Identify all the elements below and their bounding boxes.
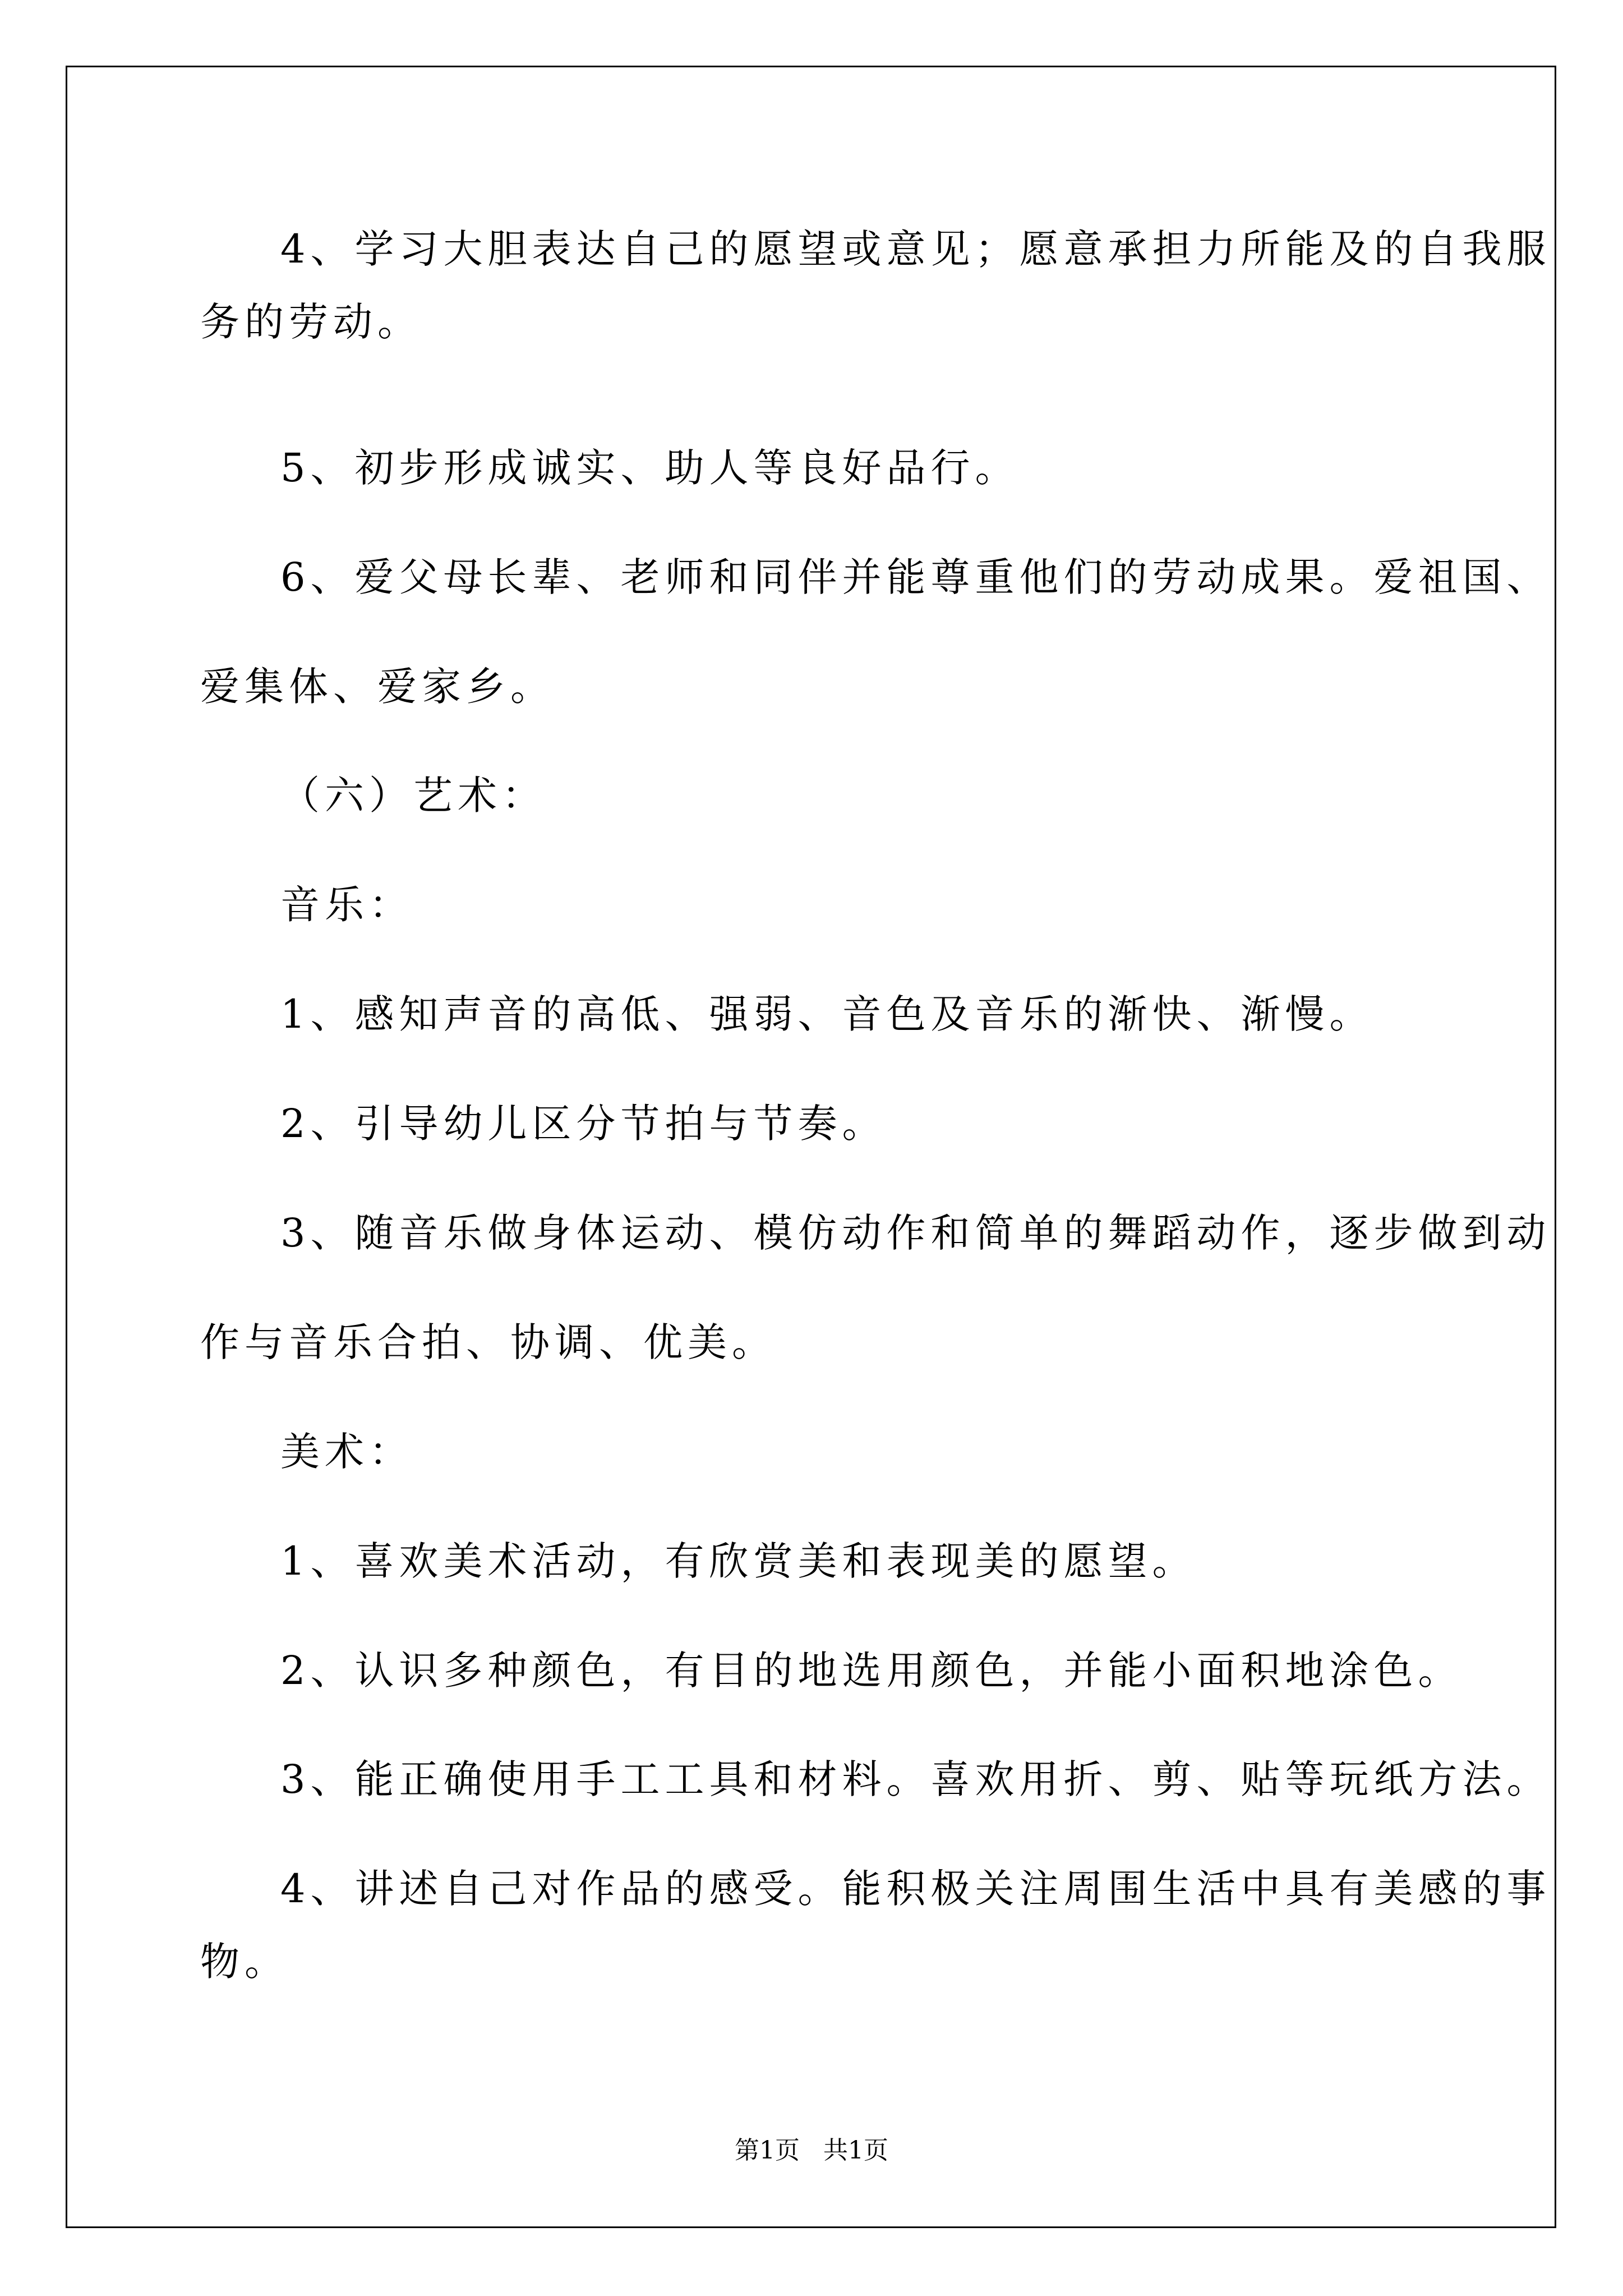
paragraph-music-1: 1、感知声音的高低、强弱、音色及音乐的渐快、渐慢。: [280, 991, 1374, 1037]
paragraph-self-service-line-1: 4、学习大胆表达自己的愿望或意见；愿意承担力所能及的自我服: [280, 226, 1551, 272]
paragraph-love-parents-line-1: 6、爱父母长辈、老师和同伴并能尊重他们的劳动成果。爱祖国、: [280, 554, 1551, 600]
subheading-music: 音乐：: [280, 882, 413, 928]
page-footer: 第1页 共1页: [735, 2136, 888, 2165]
paragraph-self-service-line-2: 务的劳动。: [200, 299, 422, 345]
paragraph-art-2: 2、认识多种颜色，有目的地选用颜色，并能小面积地涂色。: [280, 1648, 1463, 1694]
paragraph-love-parents-line-2: 爱集体、爱家乡。: [200, 664, 555, 710]
paragraph-music-2: 2、引导幼儿区分节拍与节奏。: [280, 1101, 887, 1147]
paragraph-art-4-line-2: 物。: [200, 1939, 289, 1985]
paragraph-music-3-line-1: 3、随音乐做身体运动、模仿动作和简单的舞蹈动作，逐步做到动: [280, 1210, 1551, 1256]
subheading-fine-art: 美术：: [280, 1429, 413, 1475]
paragraph-art-4-line-1: 4、讲述自己对作品的感受。能积极关注周围生活中具有美感的事: [280, 1866, 1551, 1912]
section-heading-art: （六）艺术：: [280, 772, 546, 818]
paragraph-honesty: 5、初步形成诚实、助人等良好品行。: [280, 445, 1020, 491]
paragraph-music-3-line-2: 作与音乐合拍、协调、优美。: [200, 1319, 776, 1365]
paragraph-art-1: 1、喜欢美术活动，有欣赏美和表现美的愿望。: [280, 1538, 1197, 1584]
paragraph-art-3: 3、能正确使用手工工具和材料。喜欢用折、剪、贴等玩纸方法。: [280, 1756, 1551, 1802]
